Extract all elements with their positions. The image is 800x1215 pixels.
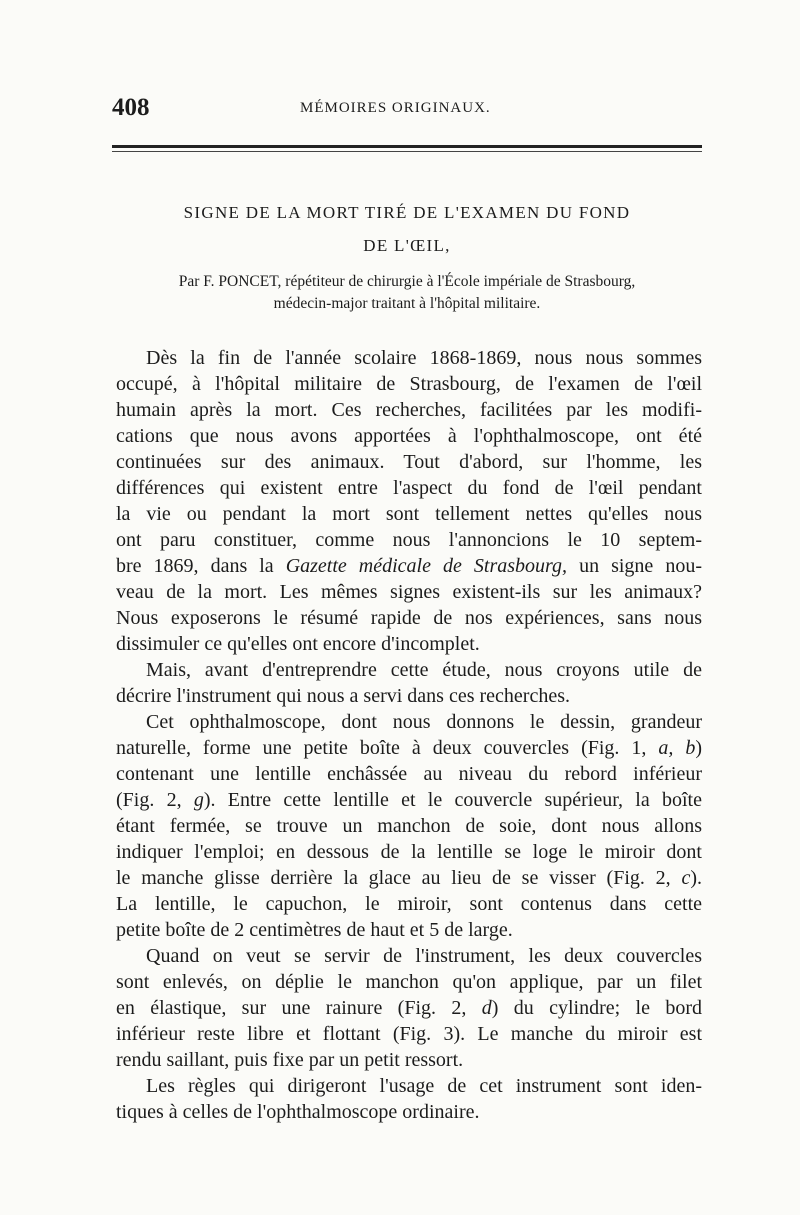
- text-line: ont paru constituer, comme nous l'annoncions le 10 septem-: [116, 529, 702, 551]
- journal-title: Gazette médicale de Strasbourg,: [285, 555, 568, 577]
- text-line: [116, 553, 702, 579]
- text-run: ): [695, 737, 703, 759]
- paragraph: [116, 345, 702, 657]
- text-run: en élastique, sur une rainure (Fig. 2,: [116, 997, 482, 1019]
- paragraph: [116, 709, 702, 943]
- text-line: Cet ophthalmoscope, dont nous donnons le dessin, grandeur: [146, 711, 702, 733]
- author-byline: [112, 271, 702, 315]
- text-line: La lentille, le capuchon, le miroir, sont contenus dans cette: [116, 893, 702, 915]
- text-run: bre 1869, dans la: [116, 555, 286, 577]
- running-title: MÉMOIRES ORIGINAUX.: [300, 100, 491, 116]
- paragraph: [116, 657, 702, 709]
- figure-ref: a, b: [658, 737, 696, 759]
- article-title: [112, 196, 702, 262]
- text-line: Mais, avant d'entreprendre cette étude, nous croyons utile de: [146, 659, 702, 681]
- figure-ref: c: [681, 867, 691, 889]
- text-line: cations que nous avons apportées à l'ophthalmoscope, ont été: [116, 425, 702, 447]
- text-line: rendu saillant, puis fixe par un petit ressort.: [116, 1049, 464, 1071]
- article-body: [116, 345, 702, 1125]
- page-number: 408: [112, 94, 150, 121]
- text-run: (Fig. 2,: [116, 789, 194, 811]
- byline-line: médecin-major traitant à l'hôpital militaire.: [273, 295, 541, 312]
- text-line: la vie ou pendant la mort sont tellement nettes qu'elles nous: [116, 503, 702, 525]
- paragraph: [116, 943, 702, 1073]
- text-line: humain après la mort. Ces recherches, facilitées par les modifi-: [116, 399, 702, 421]
- figure-ref: d: [481, 997, 492, 1019]
- byline-line: Par F. PONCET, répétiteur de chirurgie à l'École impériale de Strasbourg,: [178, 273, 636, 290]
- text-line: petite boîte de 2 centimètres de haut et 5 de large.: [116, 919, 513, 941]
- text-run: ). Entre cette lentille et le couvercle supérieur, la boîte: [203, 789, 702, 811]
- figure-ref: g: [193, 789, 204, 811]
- text-line: inférieur reste libre et flottant (Fig. 3). Le manche du miroir est: [116, 1023, 702, 1045]
- text-line: sont enlevés, on déplie le manchon qu'on applique, par un filet: [116, 971, 702, 993]
- text-line: [116, 865, 702, 891]
- text-line: veau de la mort. Les mêmes signes existent-ils sur les animaux?: [116, 581, 702, 603]
- text-line: Quand on veut se servir de l'instrument, les deux couvercles: [146, 945, 702, 967]
- text-run: ).: [690, 867, 702, 889]
- text-run: ) du cylindre; le bord: [491, 997, 702, 1019]
- text-line: occupé, à l'hôpital militaire de Strasbourg, de l'examen de l'œil: [116, 373, 702, 395]
- text-line: tiques à celles de l'ophthalmoscope ordinaire.: [116, 1101, 480, 1123]
- text-line: [116, 787, 702, 813]
- text-line: Dès la fin de l'année scolaire 1868-1869, nous nous sommes: [146, 347, 702, 369]
- text-line: contenant une lentille enchâssée au niveau du rebord inférieur: [116, 763, 702, 785]
- article-title-line: SIGNE DE LA MORT TIRÉ DE L'EXAMEN DU FOND: [183, 203, 631, 222]
- header-rule-thin: [112, 151, 702, 152]
- text-line: [116, 735, 702, 761]
- text-run: un signe nou-: [567, 555, 702, 577]
- paragraph: [116, 1073, 702, 1125]
- text-line: décrire l'instrument qui nous a servi dans ces recherches.: [116, 685, 570, 707]
- text-run: naturelle, forme une petite boîte à deux couvercles (Fig. 1,: [116, 737, 659, 759]
- header-rule-thick: [112, 145, 702, 148]
- text-run: le manche glisse derrière la glace au lieu de se visser (Fig. 2,: [116, 867, 682, 889]
- article-title-line: DE L'ŒIL,: [363, 236, 451, 255]
- text-line: indiquer l'emploi; en dessous de la lentille se loge le miroir dont: [116, 841, 702, 863]
- text-line: dissimuler ce qu'elles ont encore d'incomplet.: [116, 633, 480, 655]
- text-line: [116, 995, 702, 1021]
- text-line: continuées sur des animaux. Tout d'abord, sur l'homme, les: [116, 451, 702, 473]
- text-line: étant fermée, se trouve un manchon de soie, dont nous allons: [116, 815, 702, 837]
- text-line: Nous exposerons le résumé rapide de nos expériences, sans nous: [116, 607, 702, 629]
- running-head: [112, 94, 702, 124]
- text-line: différences qui existent entre l'aspect du fond de l'œil pendant: [116, 477, 702, 499]
- text-line: Les règles qui dirigeront l'usage de cet instrument sont iden-: [146, 1075, 702, 1097]
